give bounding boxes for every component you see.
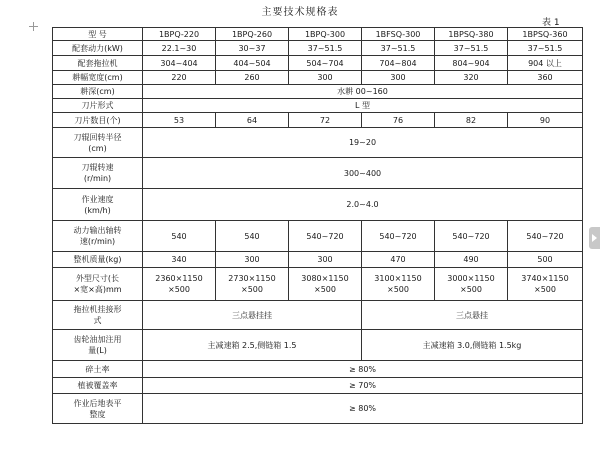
table-cell: 300~400 <box>143 158 583 189</box>
model-cell: 1BPSQ-380 <box>435 28 508 41</box>
dims-line: 2730×1150 <box>228 274 276 283</box>
table-cell: 主减速箱 2.5,侧链箱 1.5 <box>143 330 362 361</box>
row-label-line: 式 <box>93 316 102 325</box>
table-row <box>53 221 583 252</box>
table-cell <box>435 268 508 301</box>
row-label: 耕深(cm) <box>53 85 143 99</box>
table-row <box>53 189 583 221</box>
row-label-line: 动力输出轴转 <box>73 226 122 235</box>
dims-line: ×500 <box>534 285 556 294</box>
table-row <box>53 252 583 268</box>
table-cell: 260 <box>216 71 289 85</box>
row-label: 耕幅宽度(cm) <box>53 71 143 85</box>
table-number: 表 1 <box>542 18 560 28</box>
table-row <box>53 113 583 128</box>
row-label-line: 速(r/min) <box>79 237 116 246</box>
row-label: 刀片数目(个) <box>53 113 143 128</box>
row-label <box>53 268 143 301</box>
table-cell: 三点悬挂挂 <box>143 301 362 330</box>
dims-line: ×500 <box>314 285 336 294</box>
table-cell: 37~51.5 <box>362 41 435 56</box>
row-label: 植被覆盖率 <box>53 378 143 394</box>
table-row <box>53 378 583 394</box>
table-cell: 490 <box>435 252 508 268</box>
row-label-line: 外型尺寸(长 <box>75 274 120 283</box>
table-cell: 72 <box>289 113 362 128</box>
row-label-line: 作业后地表平 <box>73 398 122 408</box>
table-cell: 300 <box>362 71 435 85</box>
table-cell <box>143 268 216 301</box>
row-label-line: 拖拉机挂接形 <box>73 305 122 314</box>
table-cell: 37~51.5 <box>508 41 583 56</box>
table-cell: 37~51.5 <box>435 41 508 56</box>
table-cell: 340 <box>143 252 216 268</box>
model-cell: 1BPQ-300 <box>289 28 362 41</box>
header-label: 型 号 <box>53 28 143 41</box>
table-row <box>53 56 583 71</box>
crosshair-icon <box>29 22 38 31</box>
model-cell: 1BPQ-220 <box>143 28 216 41</box>
table-cell: 540~720 <box>289 221 362 252</box>
table-cell: 2.0~4.0 <box>143 189 583 221</box>
table-row <box>53 85 583 99</box>
page-title: 主要技术规格表 <box>261 7 339 18</box>
table-cell: 300 <box>216 252 289 268</box>
dims-line: 3740×1150 <box>521 274 569 283</box>
row-label-line: 刀辊转速 <box>81 163 114 172</box>
table-cell: 540~720 <box>508 221 583 252</box>
dims-line: 3080×1150 <box>301 274 349 283</box>
row-label-line: 齿轮油加注用 <box>73 335 122 344</box>
table-cell: 540~720 <box>362 221 435 252</box>
table-cell: 30~37 <box>216 41 289 56</box>
table-cell: 90 <box>508 113 583 128</box>
table-cell: 水耕 00~160 <box>143 85 583 99</box>
row-label: 配套拖拉机 <box>53 56 143 71</box>
row-label: 配套动力(kW) <box>53 41 143 56</box>
table-cell: 220 <box>143 71 216 85</box>
row-label: 碎土率 <box>53 361 143 378</box>
table-cell: 53 <box>143 113 216 128</box>
table-row <box>53 158 583 189</box>
dims-line: ×500 <box>387 285 409 294</box>
spec-table <box>52 27 583 424</box>
table-cell: 470 <box>362 252 435 268</box>
table-cell: 804~904 <box>435 56 508 71</box>
row-label <box>53 221 143 252</box>
table-cell: 320 <box>435 71 508 85</box>
table-cell: 904 以上 <box>508 56 583 71</box>
row-label-line: 量(L) <box>88 346 107 355</box>
row-label <box>53 394 143 424</box>
dims-line: ×500 <box>241 285 263 294</box>
table-cell: 704~804 <box>362 56 435 71</box>
row-label <box>53 301 143 330</box>
row-label-line: (r/min) <box>83 174 112 183</box>
table-cell <box>508 268 583 301</box>
dims-line: ×500 <box>168 285 190 294</box>
table-row <box>53 99 583 113</box>
table-cell: 82 <box>435 113 508 128</box>
row-label <box>53 158 143 189</box>
row-label-line: 作业速度 <box>81 194 114 204</box>
table-cell: 76 <box>362 113 435 128</box>
table-row <box>53 394 583 424</box>
table-cell: 300 <box>289 71 362 85</box>
table-cell: ≥ 80% <box>143 361 583 378</box>
row-label: 整机质量(kg) <box>53 252 143 268</box>
row-label-line: (cm) <box>88 143 107 153</box>
table-cell: 19~20 <box>143 128 583 158</box>
table-cell: 304~404 <box>143 56 216 71</box>
table-cell: 360 <box>508 71 583 85</box>
table-cell: 500 <box>508 252 583 268</box>
table-cell: 64 <box>216 113 289 128</box>
table-row <box>53 330 583 361</box>
table-cell: ≥ 80% <box>143 394 583 424</box>
table-cell: 300 <box>289 252 362 268</box>
row-label <box>53 189 143 221</box>
dims-line: 3100×1150 <box>374 274 422 283</box>
model-cell: 1BPSQ-360 <box>508 28 583 41</box>
row-label: 刀片形式 <box>53 99 143 113</box>
row-label <box>53 330 143 361</box>
row-label-line: 整度 <box>89 409 106 419</box>
table-cell: 404~504 <box>216 56 289 71</box>
table-cell <box>216 268 289 301</box>
model-cell: 1BFSQ-300 <box>362 28 435 41</box>
dims-line: 2360×1150 <box>155 274 203 283</box>
dims-line: ×500 <box>460 285 482 294</box>
row-label-line: (km/h) <box>84 205 111 215</box>
table-cell: 三点悬挂 <box>362 301 583 330</box>
table-cell: 主减速箱 3.0,侧链箱 1.5kg <box>362 330 583 361</box>
table-cell <box>289 268 362 301</box>
model-cell: 1BPQ-260 <box>216 28 289 41</box>
table-row <box>53 128 583 158</box>
table-cell: ≥ 70% <box>143 378 583 394</box>
table-cell <box>362 268 435 301</box>
dims-line: 3000×1150 <box>447 274 495 283</box>
row-label-line: 刀辊回转半径 <box>73 132 122 142</box>
table-cell: 540 <box>216 221 289 252</box>
table-row <box>53 41 583 56</box>
table-cell: 37~51.5 <box>289 41 362 56</box>
table-cell: 540 <box>143 221 216 252</box>
header-row <box>53 28 583 41</box>
table-row <box>53 71 583 85</box>
row-label <box>53 128 143 158</box>
table-row <box>53 268 583 301</box>
table-cell: L 型 <box>143 99 583 113</box>
side-panel-toggle-icon[interactable] <box>589 227 600 249</box>
table-row <box>53 361 583 378</box>
row-label-line: ×宽×高)mm <box>73 285 122 294</box>
table-cell: 504~704 <box>289 56 362 71</box>
table-cell: 22.1~30 <box>143 41 216 56</box>
table-row <box>53 301 583 330</box>
table-cell: 540~720 <box>435 221 508 252</box>
